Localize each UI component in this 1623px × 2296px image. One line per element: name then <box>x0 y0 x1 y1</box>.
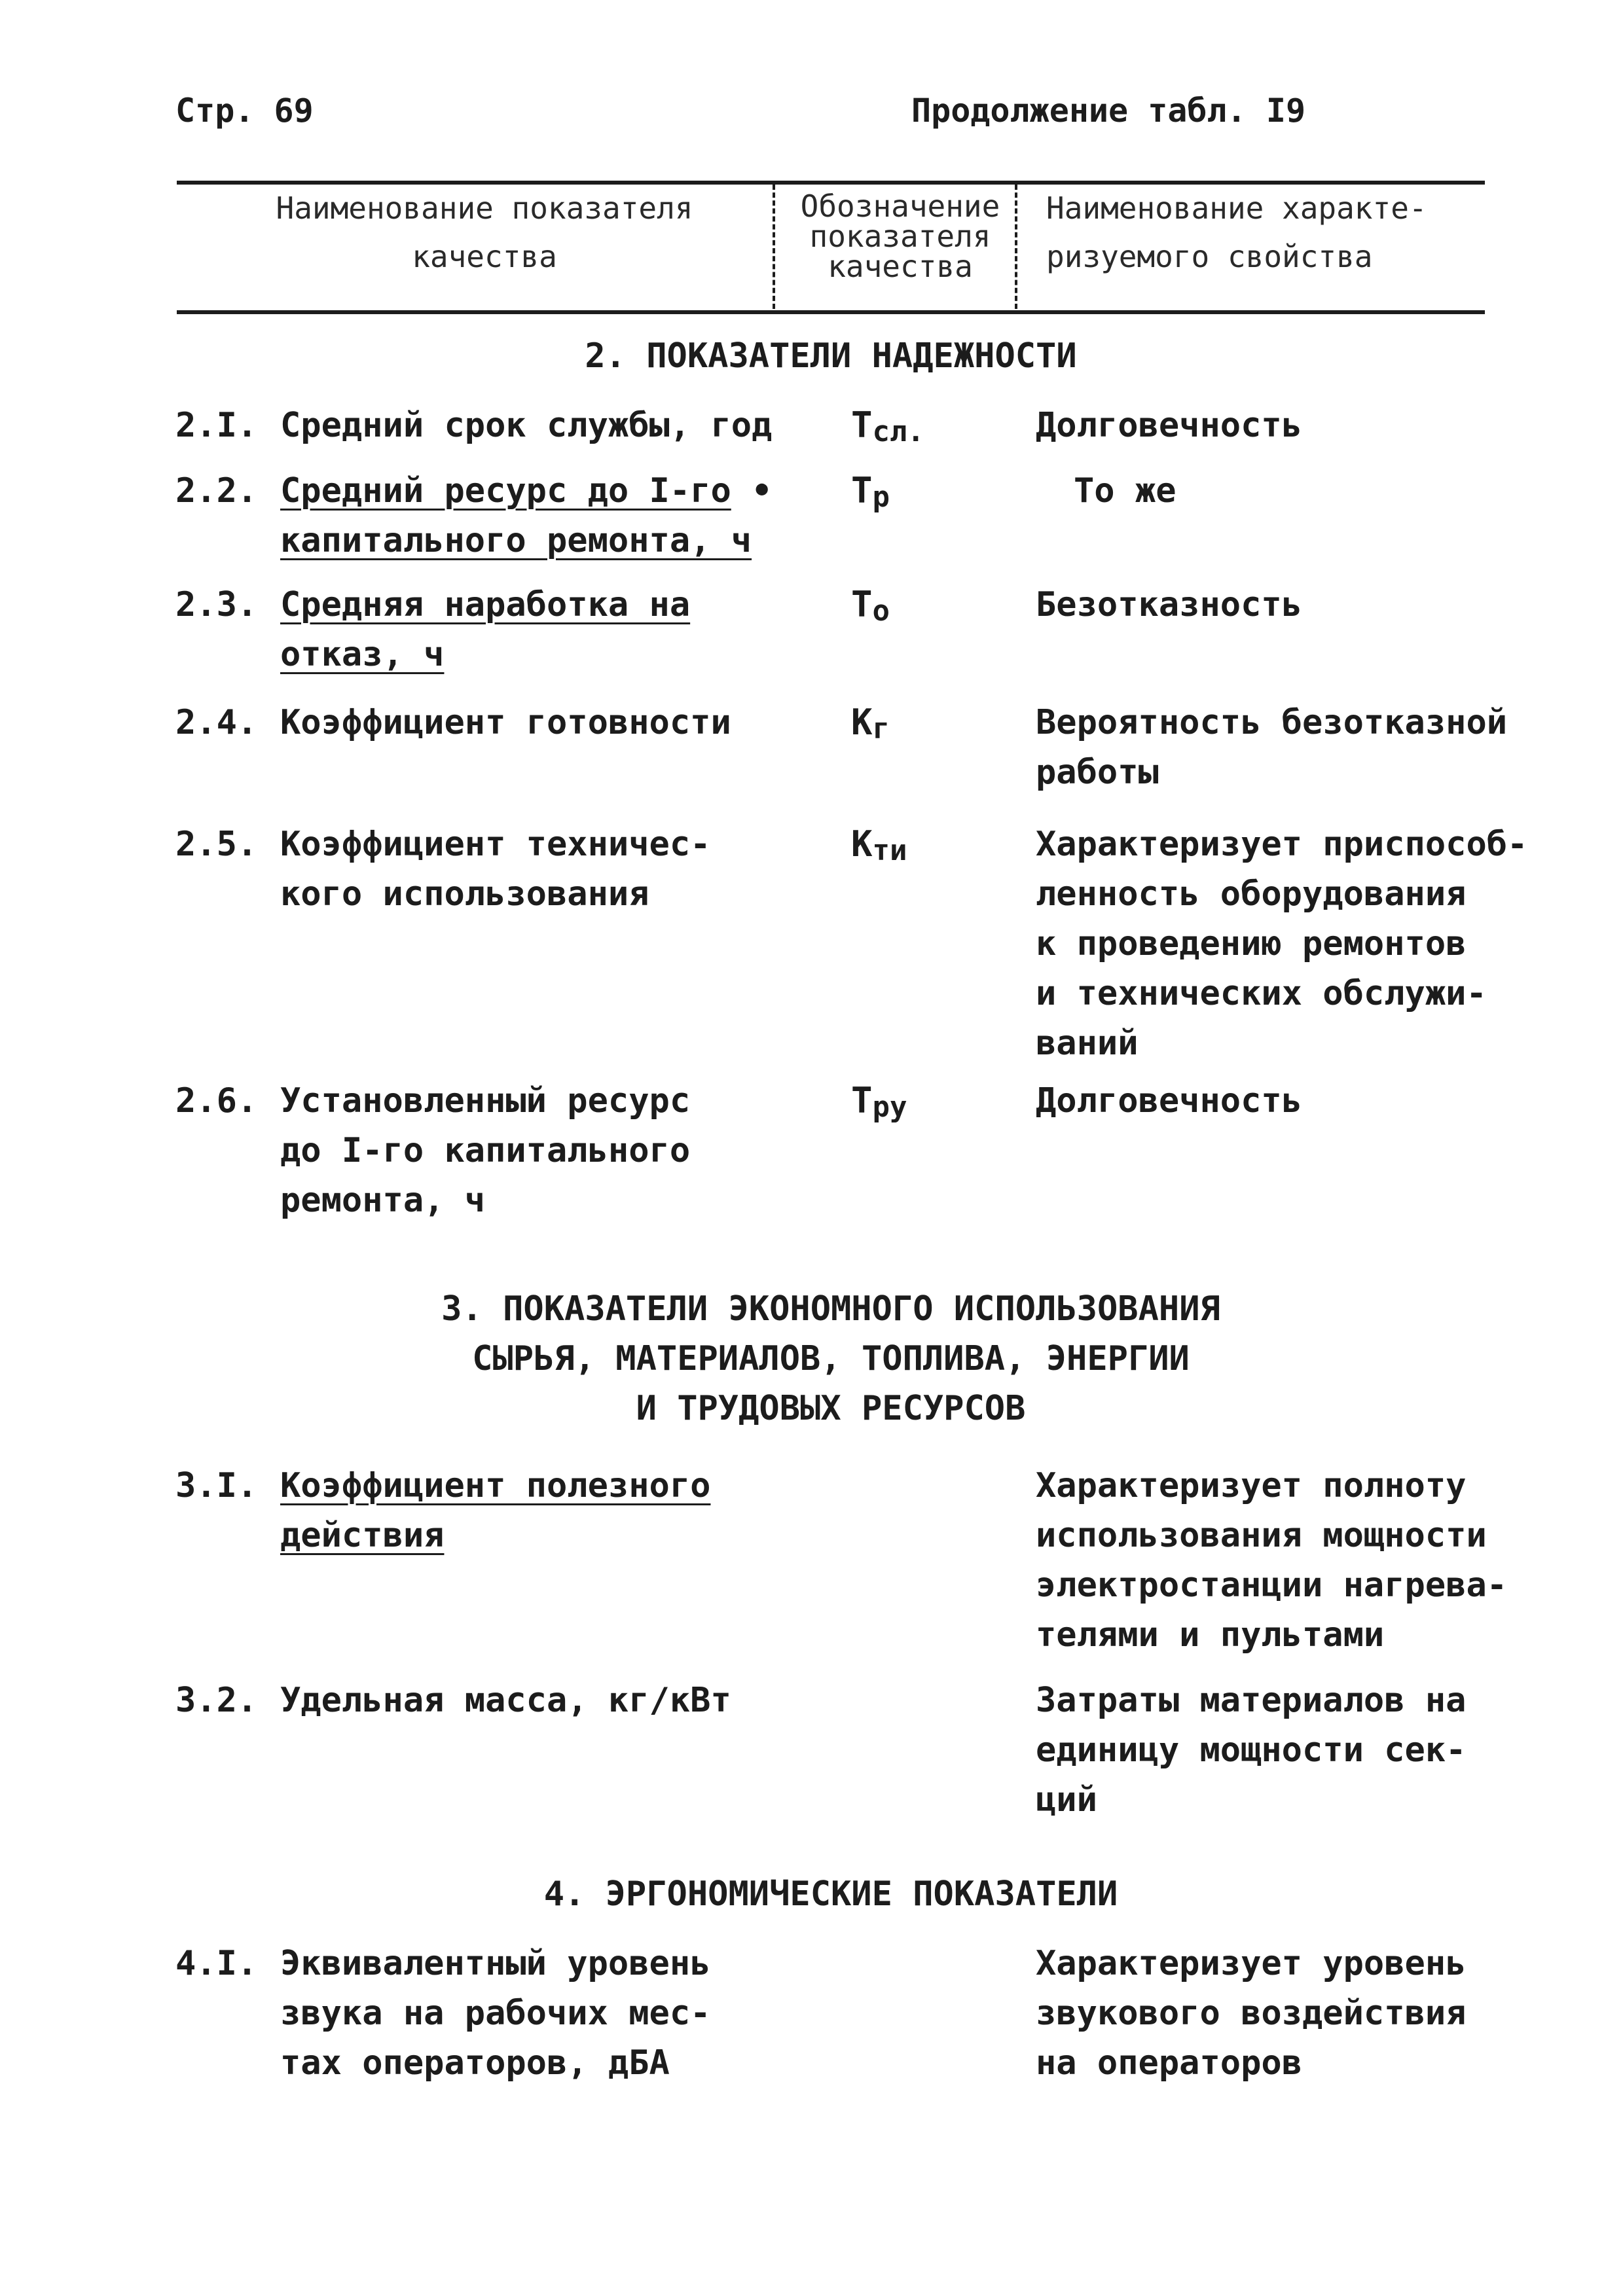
table-top-rule <box>177 181 1485 185</box>
section-title-economy: 3. ПОКАЗАТЕЛИ ЭКОНОМНОГО ИСПОЛЬЗОВАНИЯ СЫРЬЯ, МАТЕРИАЛОВ, ТОПЛИВА, ЭНЕРГИИ И ТРУДОВЫХ РЕСУРСОВ <box>441 1289 1220 1428</box>
page-number: Стр. 69 <box>175 92 314 130</box>
column-header-name: Наименование показателя качества <box>276 190 693 274</box>
table-header-bottom-rule <box>177 310 1485 314</box>
column-header-symbol: Обозначение показателя качества <box>800 188 1000 284</box>
column-divider <box>1015 185 1017 309</box>
document-page: Стр. 69 Продолжение табл. I9 Наименование показателя качества Обозначение показателя качества Наименование характе- ризуемого свойства 2. ПОКАЗАТЕЛИ НАДЕЖНОСТИ 2.I. Средний срок службы, год $Т_{сл.}$ Долговечность 2.2. Средний ресурс до I-го • капитального ремонта, ч $Т_р$ То же 2.3. Средняя наработка на отказ, ч $Т_о$ Безотказность 2.4. Коэффициент готовности $К_г$ Вероятность безотказной работы 2.5. Коэффициент техничес- кого использования $К_{ти}$ Характеризует приспособ- ленность оборудования к проведению ремонтов и технических обслужи- ваний 2.6. Установленный ресурс до I-го капитального ремонта, ч $Т_{ру}$ Долговечность 3. ПОКАЗАТЕЛИ ЭКОНОМНОГО ИСПОЛЬЗОВАНИЯ СЫРЬЯ, МАТЕРИАЛОВ, ТОПЛИВА, ЭНЕРГИИ И ТРУДОВЫХ РЕСУРСОВ 3.I. Коэффициент полезного действия Характеризует полноту использования мощности электростанции нагрева- телями и пультами 3.2. Удельная масса, кг/кВт Затраты материалов на единицу мощности сек- ций 4. ЭРГОНОМИЧЕСКИЕ ПОКАЗАТЕЛИ 4.I. Эквивалентный уровень звука на рабочих мес- тах операторов, дБА Характеризует уровень звукового воздействия на операторов <box>175 92 1528 2083</box>
indicator-symbol: $Т_{ру}$ <box>851 1080 907 1124</box>
indicator-symbol: $Т_р$ <box>851 470 890 514</box>
indicator-symbol: $Т_{сл.}$ <box>851 404 924 448</box>
table-continuation-label: Продолжение табл. I9 <box>911 92 1306 130</box>
section-title-ergonomics: 4. ЭРГОНОМИЧЕСКИЕ ПОКАЗАТЕЛИ <box>543 1874 1118 1914</box>
indicator-symbol: $К_{ти}$ <box>851 823 907 867</box>
indicator-symbol: $К_г$ <box>851 702 890 745</box>
indicator-symbol: $Т_о$ <box>851 584 890 628</box>
column-header-property: Наименование характе- ризуемого свойства <box>1046 190 1427 274</box>
column-divider <box>773 185 775 309</box>
section-title-reliability: 2. ПОКАЗАТЕЛИ НАДЕЖНОСТИ <box>585 336 1077 376</box>
